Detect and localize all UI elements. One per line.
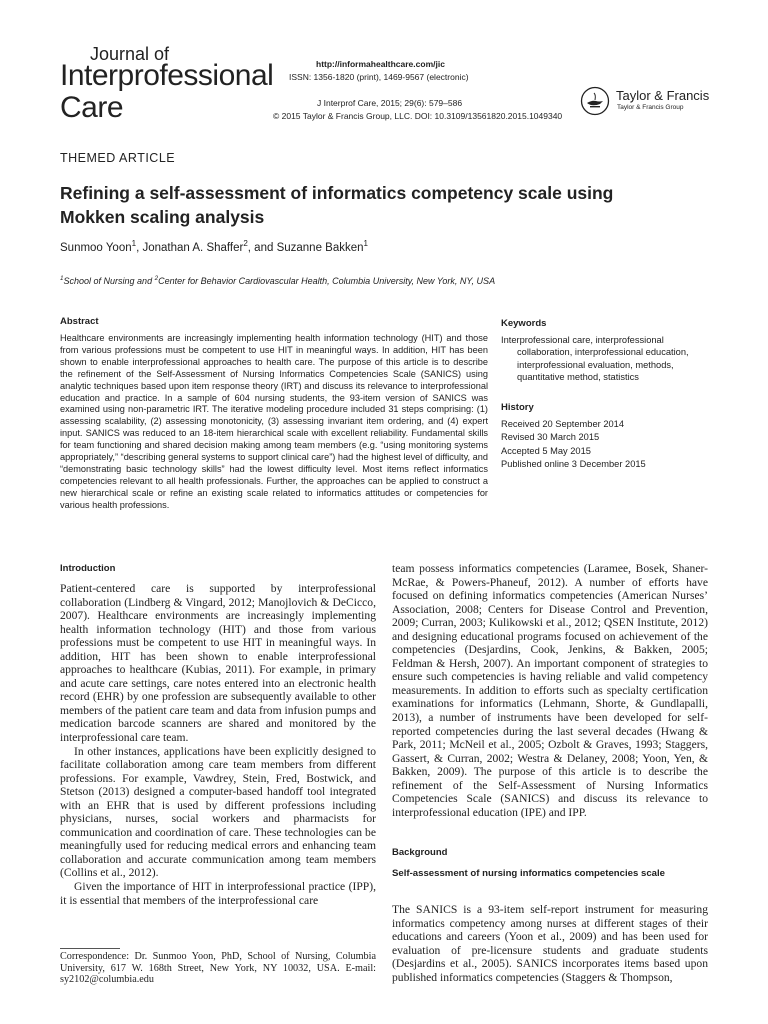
journal-name (60, 60, 273, 124)
journal-name-line1: Interprofessional (60, 59, 274, 92)
sanics-subheading: Self-assessment of nursing informatics competencies scale (392, 868, 665, 879)
right-column-lower (392, 903, 708, 984)
author-name: Sunmoo Yoon (60, 242, 132, 254)
journal-of-label: Journal of (90, 44, 170, 64)
right-paragraph-1: team possess informatics competencies (Laramee, Bosek, Shaner-McRae, & Powers-Phaneuf, 2012). A number of efforts have focused on defining informatics competencies (American Nurses’ Association, 2008; Centers for Disease Control and Prevention, 2009; Curran, 2003; Kulikowski et al., 2012; QSEN Institute, 2012) and designing educational programs focused on achievement of the competencies (Desjardins, Cook, Jenkins, & Bakken, 2005; Feldman & Hersh, 2007). An important component of strategies to ensure such competencies is having reliable and valid competency measurements. In addition to efforts such as specialty certification examinations for informatics (Lehmann, Shorte, & Gundlapalli, 2013), a number of instruments have been developed for self-reported competencies during the last several decades (Hwang & Park, 2011; McNeil et al., 2005; Ozbolt & Graves, 1993; Staggers, Gassert, & Curran, 2002; Westra & Delaney, 2008; Yoon, Yen, & Bakken, 2009). The purpose of this article is to describe the refinement of the Self-Assessment of Nursing Informatics Competencies Scale (SANICS) and discuss its relevance to interprofessional education (IPE) and IPP. (392, 562, 708, 819)
intro-paragraph-2: In other instances, applications have been explicitly designed to facilitate collaboration among care team members from different professions. For example, Vawdrey, Stein, Fred, Bostwick, and Stetson (2013) designed a computer-based handoff tool integrated with an EHR that is used by different professions including physicians, nurses, social workers and pharmacists for communication and coordination of care. These technologies can be meaningfully used for reducing medical errors and enhancing team collaboration and accurate communication among team members (Collins et al., 2012). (60, 744, 376, 880)
background-heading: Background (392, 847, 448, 858)
right-column (392, 562, 708, 819)
history-item: Revised 30 March 2015 (501, 432, 600, 443)
introduction-heading: Introduction (60, 563, 116, 574)
abstract-heading: Abstract (60, 316, 99, 327)
journal-url[interactable]: http://informahealthcare.com/jic (316, 59, 445, 69)
issn: ISSN: 1356-1820 (print), 1469-9567 (electronic) (289, 72, 469, 82)
publisher-name: Taylor & Francis (616, 88, 710, 103)
history-item: Published online 3 December 2015 (501, 458, 646, 469)
intro-paragraph-1: Patient-centered care is supported by interprofessional collaboration (Lindberg & Vingard, 2012; Manojlovich & DeCicco, 2007). Healthcare environments are increasingly implementing health information technology (HIT) and those from various professions must be competent to use HIT in meaningful ways. In addition, HIT has been shown to enable interprofessional approaches to healthcare (Kubias, 2011). For example, in primary and acute care settings, care notes entered into an electronic health record (EHR) by one profession are subsequently available to other members of the patient care team and data from infusion pumps and medication barcode scanners are shared and monitored by the interprofessional care team. (60, 582, 376, 745)
affil-part: School of Nursing and (63, 276, 155, 286)
affil-sup: 2 (154, 275, 159, 282)
article-title: Refining a self-assessment of informatics competency scale using Mokken scaling analysis (60, 183, 614, 227)
affiliation (60, 276, 495, 286)
author-affil-sup: 1 (363, 239, 369, 249)
intro-paragraph-3: Given the importance of HIT in interprofessional practice (IPP), it is essential that members of the interprofessional care (60, 880, 376, 907)
author-name: Suzanne Bakken (276, 242, 364, 254)
keywords-heading: Keywords (501, 318, 547, 329)
history-item: Received 20 September 2014 (501, 419, 625, 429)
affil-sup: 1 (60, 275, 64, 282)
copyright-doi: © 2015 Taylor & Francis Group, LLC. DOI: 10.3109/13561820.2015.1049340 (273, 111, 563, 121)
author-separator: , (136, 242, 143, 254)
affil-part: Center for Behavior Cardiovascular Health, Columbia University, New York, NY, USA (158, 276, 496, 286)
author-affil-sup: 1 (131, 239, 137, 249)
correspondence-note: Correspondence: Dr. Sunmoo Yoon, PhD, School of Nursing, Columbia University, 617 W. 168th Street, New York, NY 10032, USA. E-mail: sy2102@columbia.edu (60, 951, 376, 985)
history-list (501, 418, 646, 471)
author-list (60, 239, 369, 254)
history-heading: History (501, 402, 534, 413)
author-affil-sup: 2 (243, 239, 248, 249)
keywords-text (501, 334, 701, 383)
keywords-list: Interprofessional care, interprofessional collaboration, interprofessional education, interprofessional evaluation, methods, quantitative method, statistics (501, 335, 689, 382)
taylor-francis-lamp-icon (580, 86, 610, 116)
journal-name-line2: Care (60, 91, 124, 124)
author-separator: , and (247, 242, 277, 254)
left-column (60, 582, 376, 907)
publisher-subname: Taylor & Francis Group (617, 104, 684, 111)
right-paragraph-2: The SANICS is a 93-item self-report instrument for measuring informatics competency among nurses at different stages of their educations and careers (Yoon et al., 2009) and has been used for evaluation of pre-licensure students and graduate students (Desjardins et al., 2005). SANICS incorporates items based upon published informatics competencies (Staggers & Thompson, (392, 903, 708, 984)
section-label: THEMED ARTICLE (60, 151, 176, 165)
abstract-text: Healthcare environments are increasingly implementing health information technology (HIT) and those from various professions must be competent to use HIT in meaningful ways. In addition, HIT has been shown to enable interprofessional approaches to health care. The purpose of this article is to describe the refinement of the Self-Assessment of Nursing Informatics Competencies Scale (SANICS) using analytic techniques based upon item response theory (IRT) and discuss its relevance to interprofessional education and practice. In a sample of 604 nursing students, the 93-item version of SANICS was examined using non-parametric IRT. The iterative modeling procedure included 31 steps comprising: (1) assessing scalability, (2) assessing monotonicity, (3) assessing invariant item ordering, and (4) expert input. SANICS was reduced to an 18-item hierarchical scale with excellent reliability. Fundamental skills for team functioning and shared decision making among team members (e.g. “using monitoring systems appropriately,” “describing general systems to support clinical care”) had the highest level of difficulty, and “demonstrating basic technology skills” had the lowest difficulty level. Most items reflect informatics competencies relevant to all health professionals. Further, the approaches can be applied to construct a new hierarchical scale or refine an existing scale related to informatics attitudes or competencies for various health professions. (60, 333, 488, 510)
citation: J Interprof Care, 2015; 29(6): 579–586 (317, 98, 463, 108)
history-item: Accepted 5 May 2015 (501, 445, 591, 456)
footnote-rule (60, 948, 120, 949)
author-name: Jonathan A. Shaffer (142, 242, 244, 254)
